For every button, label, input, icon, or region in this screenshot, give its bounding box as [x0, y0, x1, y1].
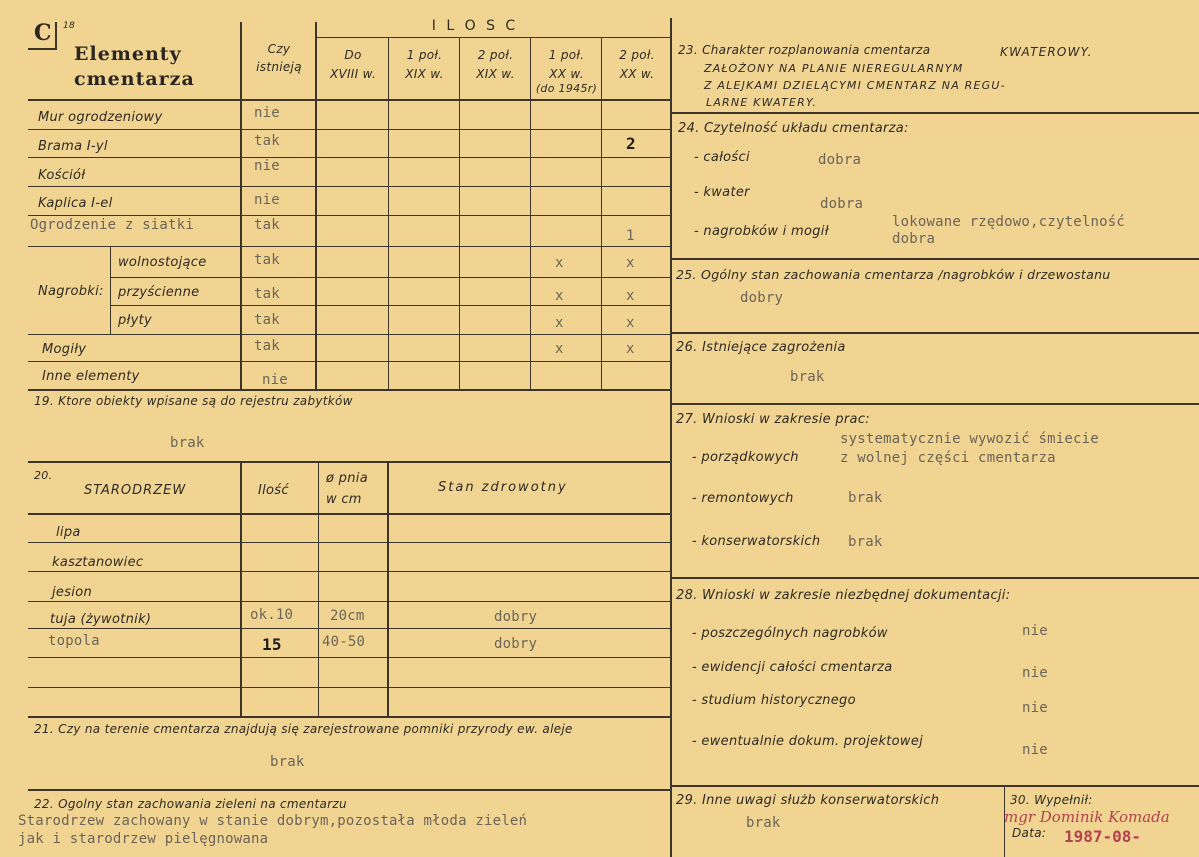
q23-handwritten-3: Z ALEJKAMI DZIELĄCYMI CMENTARZ NA REGU-	[704, 79, 1006, 92]
line	[28, 334, 671, 335]
q20-col-stan: Stan zdrowotny	[438, 480, 568, 495]
q28-item-value: nie	[1022, 742, 1048, 758]
q30-date-label: Data:	[1012, 826, 1047, 840]
row-1xx: x	[555, 341, 564, 357]
q24-calosci-value: dobra	[818, 152, 862, 168]
q28-item-label: - ewentualnie dokum. projektowej	[692, 734, 924, 749]
row-label: Kaplica I-el	[38, 196, 113, 211]
elements-title-2: cmentarza	[74, 68, 195, 90]
line	[28, 687, 671, 688]
q27-rem-label: - remontowych	[692, 491, 794, 506]
line	[28, 542, 671, 543]
q24-calosci-label: - całości	[694, 150, 750, 165]
line	[670, 403, 1199, 405]
tree-ilosc: 15	[262, 635, 282, 654]
tree-stan: dobry	[494, 636, 538, 652]
line	[670, 577, 1199, 579]
col-1xix-2: XIX w.	[405, 67, 444, 81]
line	[28, 716, 671, 718]
line	[388, 38, 389, 390]
q24-nagrobkow-value-1: lokowane rzędowo,czytelność	[892, 214, 1125, 230]
q23-handwritten-4: LARNE KWATERY.	[706, 96, 818, 109]
q24-nagrobkow-value-2: dobra	[892, 231, 936, 247]
corner-letter: C	[34, 20, 53, 46]
line	[459, 38, 460, 390]
row-label: Mur ogrodzeniowy	[38, 110, 163, 125]
q26-label: 26. Istniejące zagrożenia	[676, 340, 846, 355]
q22-value-2: jak i starodrzew pielęgnowana	[18, 831, 269, 847]
q22-value-1: Starodrzew zachowany w stanie dobrym,pozostała młoda zieleń	[18, 813, 528, 829]
row-2xx: x	[626, 255, 635, 271]
q21-value: brak	[270, 754, 305, 770]
row-czy: nie	[254, 192, 280, 208]
q28-label: 28. Wnioski w zakresie niezbędnej dokumentacji:	[676, 588, 1011, 603]
q27-label: 27. Wnioski w zakresie prac:	[676, 412, 870, 427]
col-1xx-1: 1 poł.	[548, 48, 585, 62]
q28-item-label: - studium historycznego	[692, 693, 856, 708]
line	[28, 657, 671, 658]
row-czy: tak	[254, 217, 280, 233]
col-2xix-1: 2 poł.	[477, 48, 514, 62]
row-label: przyścienne	[118, 285, 200, 300]
q30-label: 30. Wypełnił:	[1010, 793, 1093, 807]
col-do-2: XVIII w.	[329, 67, 377, 81]
row-label: wolnostojące	[118, 255, 207, 270]
line	[110, 305, 671, 306]
line	[28, 571, 671, 572]
row-label: Inne elementy	[42, 369, 140, 384]
line	[315, 37, 671, 38]
center-divider	[670, 18, 672, 857]
tree-ilosc: ok.10	[250, 607, 294, 623]
q26-value: brak	[790, 369, 825, 385]
q20-col-ilosc: Ilość	[258, 483, 289, 498]
q28-item-value: nie	[1022, 665, 1048, 681]
q23-label: 23. Charakter rozplanowania cmentarza	[678, 43, 931, 57]
line	[28, 513, 671, 515]
q27-kons-value: brak	[848, 534, 883, 550]
corner-sub: 18	[63, 21, 76, 31]
q23-handwritten-2: ZAŁOŻONY NA PLANIE NIEREGULARNYM	[704, 62, 964, 75]
tree-label: topola	[48, 633, 100, 649]
q25-label: 25. Ogólny stan zachowania cmentarza /nagrobków i drzewostanu	[676, 267, 1111, 282]
row-2xx: x	[626, 341, 635, 357]
elements-title-1: Elementy	[74, 43, 182, 65]
row-label: Kościół	[38, 168, 86, 183]
row-czy: tak	[254, 338, 280, 354]
q28-item-value: nie	[1022, 623, 1048, 639]
tree-label: jesion	[52, 585, 92, 600]
q30-date-stamp: 1987-08-	[1064, 827, 1142, 846]
line	[530, 38, 531, 390]
q25-value: dobry	[740, 290, 784, 306]
q28-item-label: - poszczególnych nagrobków	[692, 626, 888, 641]
q29-value: brak	[746, 815, 781, 831]
row-1xx: x	[555, 288, 564, 304]
q19-value: brak	[170, 435, 205, 451]
line	[28, 215, 671, 216]
q23-handwritten-1: KWATEROWY.	[1000, 45, 1093, 59]
line	[670, 332, 1199, 334]
ilosc-header: I L O S C	[431, 18, 519, 34]
nagrobki-label: Nagrobki:	[38, 284, 104, 299]
col-do-1: Do	[344, 48, 362, 62]
line	[28, 601, 671, 602]
col-czy-1: Czy	[267, 42, 291, 56]
row-czy: tak	[254, 252, 280, 268]
line	[240, 461, 242, 717]
q27-kons-label: - konserwatorskich	[692, 534, 821, 549]
q29-label: 29. Inne uwagi służb konserwatorskich	[676, 793, 940, 808]
tree-label: tuja (żywotnik)	[50, 612, 152, 627]
line	[28, 246, 671, 247]
q24-nagrobkow-label: - nagrobków i mogił	[694, 224, 829, 239]
row-czy: tak	[254, 133, 280, 149]
line	[28, 628, 671, 629]
row-1xx: x	[555, 255, 564, 271]
q28-item-label: - ewidencji całości cmentarza	[692, 660, 893, 675]
col-1xix-1: 1 poł.	[406, 48, 443, 62]
tree-label: lipa	[56, 525, 81, 540]
tree-label: kasztanowiec	[52, 555, 144, 570]
q20-col-pien-2: w cm	[326, 492, 362, 507]
row-czy: tak	[254, 286, 280, 302]
line	[670, 112, 1199, 114]
q27-porz-value-1: systematycznie wywozić śmiecie	[840, 431, 1099, 447]
line	[601, 38, 602, 390]
q28-item-value: nie	[1022, 700, 1048, 716]
line	[670, 785, 1199, 787]
line	[387, 461, 389, 717]
col-2xx-2: XX w.	[619, 67, 655, 81]
line	[28, 48, 56, 50]
q19-label: 19. Ktore obiekty wpisane są do rejestru zabytków	[34, 394, 353, 408]
line	[318, 461, 319, 717]
col-czy-2: istnieją	[256, 60, 302, 74]
row-czy: tak	[254, 312, 280, 328]
q20-col-starodrzew: STARODRZEW	[84, 483, 187, 498]
col-2xx-1: 2 poł.	[619, 48, 655, 62]
tree-pien: 20cm	[330, 608, 365, 624]
q21-label: 21. Czy na terenie cmentarza znajdują się zarejestrowane pomniki przyrody ew. aleje	[34, 722, 573, 736]
line	[28, 361, 671, 362]
line	[28, 186, 671, 187]
row-czy: nie	[262, 372, 288, 388]
row-label: płyty	[118, 313, 152, 328]
q30-signature-stamp: mgr Dominik Komada	[1004, 808, 1170, 826]
row-czy: nie	[254, 158, 280, 174]
q27-porz-value-2: z wolnej części cmentarza	[840, 450, 1056, 466]
q20-col-pien-1: ø pnia	[326, 471, 368, 486]
line	[28, 129, 671, 130]
row-2xx: x	[626, 315, 635, 331]
line	[110, 277, 671, 278]
q20-num: 20.	[34, 469, 53, 482]
line	[670, 258, 1199, 260]
q24-kwater-label: - kwater	[694, 185, 750, 200]
q24-kwater-value: dobra	[820, 196, 864, 212]
col-2xix-2: XIX w.	[476, 67, 515, 81]
q22-label: 22. Ogolny stan zachowania zieleni na cmentarzu	[34, 797, 347, 811]
row-2xx: x	[626, 288, 635, 304]
row-label: Brama I-yl	[38, 139, 108, 154]
q24-label: 24. Czytelność układu cmentarza:	[678, 121, 909, 136]
col-1xx-3: (do 1945r)	[535, 82, 598, 95]
line	[28, 389, 671, 391]
row-label: Mogiły	[42, 342, 87, 357]
line	[28, 789, 671, 791]
col-1xx-2: XX w.	[549, 67, 584, 81]
row-1xx: x	[555, 315, 564, 331]
line	[28, 99, 671, 101]
row-czy: nie	[254, 105, 280, 121]
line	[110, 246, 111, 334]
tree-stan: dobry	[494, 609, 538, 625]
row-2xx: 1	[626, 228, 635, 244]
q27-rem-value: brak	[848, 490, 883, 506]
line	[28, 461, 671, 463]
q27-porz-label: - porządkowych	[692, 450, 799, 465]
row-label: Ogrodzenie z siatki	[30, 217, 194, 233]
line	[28, 157, 671, 158]
line	[55, 22, 57, 50]
row-2xx: 2	[626, 134, 636, 153]
tree-pien: 40-50	[322, 634, 366, 650]
